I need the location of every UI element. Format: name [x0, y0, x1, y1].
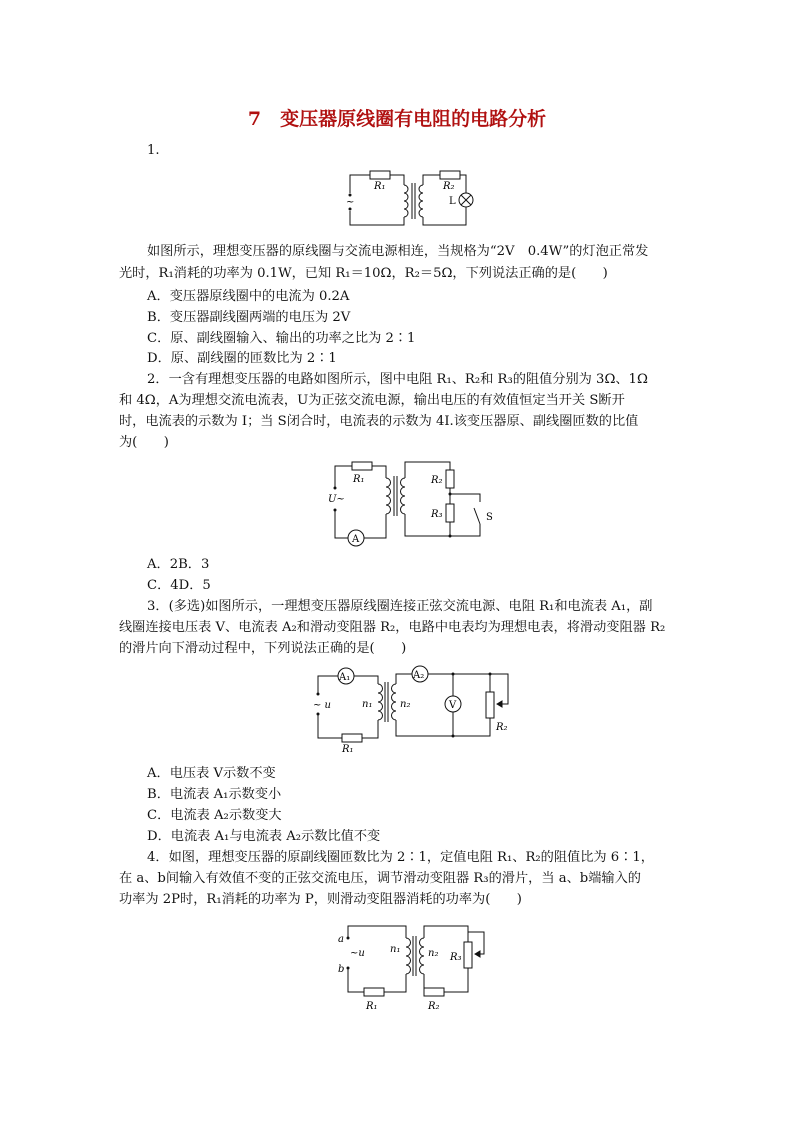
- q3-r1-label: R₁: [342, 744, 354, 755]
- q1-lamp-label: L: [449, 196, 456, 207]
- page-title: 7 变压器原线圈有电阻的电路分析: [247, 108, 547, 130]
- q2-r1-label: R₁: [353, 474, 365, 485]
- q1-number: 1.: [147, 143, 160, 158]
- q1-option-c: C．原、副线圈输入、输出的功率之比为 2∶1: [147, 331, 416, 346]
- q2-stem-line-1: 2．一含有理想变压器的电路如图所示，图中电阻 R₁、R₂和 R₃的阻值分别为 3Ω、1Ω: [147, 372, 648, 387]
- q3-secondary-coil: [392, 684, 397, 720]
- q2-r3-label: R₃: [431, 509, 443, 520]
- q3-v-label: V: [449, 700, 457, 711]
- q1-option-a: A．变压器原线圈中的电流为 0.2A: [147, 289, 350, 304]
- q1-option-b: B．变压器副线圈两端的电压为 2V: [147, 310, 351, 325]
- q3-a2-label: A₂: [413, 670, 425, 681]
- q2-r2-label: R₂: [431, 475, 443, 486]
- q1-option-d: D．原、副线圈的匝数比为 2∶1: [147, 351, 337, 366]
- q4-secondary-coil: [420, 938, 425, 974]
- q4-circuit-diagram: [330, 916, 500, 1012]
- q1-r1-resistor: [370, 171, 390, 179]
- q4-a-label: a: [338, 934, 344, 945]
- q3-r2-label: R₂: [496, 722, 508, 733]
- q1-r2-label: R₂: [443, 181, 455, 192]
- q3-source-label: ~ u: [313, 700, 331, 711]
- q2-options-line-1: A．2B．3: [147, 557, 210, 572]
- q4-r2-resistor: [424, 988, 444, 996]
- q4-b-label: b: [338, 964, 345, 975]
- q3-stem-line-1: 3．(多选)如图所示，一理想变压器原线圈连接正弦交流电源、电阻 R₁和电流表 A₁，副: [147, 599, 653, 614]
- q4-r2-label: R₂: [428, 1001, 440, 1012]
- q2-switch: [474, 508, 480, 524]
- q1-r2-resistor: [440, 171, 460, 179]
- q1-source-label: ~: [346, 197, 355, 208]
- q3-circuit-diagram: [308, 662, 518, 754]
- q1-stem-line-1: 如图所示，理想变压器的原线圈与交流电源相连，当规格为“2V 0.4W”的灯泡正常发: [147, 244, 649, 259]
- q2-r3-resistor: [446, 504, 454, 522]
- q4-n1-label: n₁: [390, 944, 401, 955]
- q4-r3-rheostat: [464, 942, 472, 968]
- q2-stem-line-2: 和 4Ω，A为理想交流电流表，U为正弦交流电源，输出电压的有效值恒定当开关 S断开: [119, 393, 625, 408]
- q2-ammeter-label: A: [352, 534, 360, 545]
- q3-r1-resistor: [342, 734, 362, 742]
- q3-option-d: D．电流表 A₁与电流表 A₂示数比值不变: [147, 829, 381, 844]
- q3-option-c: C．电流表 A₂示数变大: [147, 808, 282, 823]
- q3-stem-line-3: 的滑片向下滑动过程中，下列说法正确的是( ): [119, 641, 407, 656]
- q2-secondary-coil: [401, 478, 406, 514]
- q3-option-b: B．电流表 A₁示数变小: [147, 787, 282, 802]
- q4-r1-label: R₁: [366, 1001, 378, 1012]
- q4-n2-label: n₂: [428, 948, 439, 959]
- q3-n2-label: n₂: [400, 699, 411, 710]
- q3-option-a: A．电压表 V示数不变: [147, 766, 276, 781]
- q3-primary-coil: [378, 684, 383, 720]
- q2-r2-resistor: [446, 470, 454, 488]
- q4-source-label: ~u: [350, 948, 365, 959]
- q2-stem-line-4: 为( ): [119, 435, 169, 450]
- q3-n1-label: n₁: [362, 699, 373, 710]
- q1-primary-coil: [404, 185, 408, 217]
- q1-secondary-coil: [419, 185, 423, 217]
- q4-r1-resistor: [364, 988, 384, 996]
- q3-a1-label: A₁: [339, 672, 351, 683]
- q4-stem-line-2: 在 a、b间输入有效值不变的正弦交流电压，调节滑动变阻器 R₃的滑片，当 a、b端输入的: [119, 871, 641, 886]
- q1-stem-line-2: 光时，R₁消耗的功率为 0.1W，已知 R₁＝10Ω，R₂＝5Ω，下列说法正确的是( ): [119, 266, 608, 281]
- q3-stem-line-2: 线圈连接电压表 V、电流表 A₂和滑动变阻器 R₂，电路中电表均为理想电表，将滑动变阻器 R₂: [119, 620, 666, 635]
- q1-r1-label: R₁: [374, 181, 386, 192]
- q2-r1-resistor: [352, 462, 372, 470]
- q2-primary-coil: [386, 478, 391, 514]
- q2-stem-line-3: 时，电流表的示数为 I；当 S闭合时，电流表的示数为 4I.该变压器原、副线圈匝数的比值: [119, 414, 639, 429]
- q2-source-label: U~: [328, 494, 345, 505]
- q4-primary-coil: [406, 938, 411, 974]
- q4-r3-label: R₃: [450, 952, 462, 963]
- q1-circuit-diagram: [340, 165, 480, 231]
- q4-stem-line-1: 4．如图，理想变压器的原副线圈匝数比为 2∶1，定值电阻 R₁、R₂的阻值比为 6∶1，: [147, 850, 654, 865]
- q2-switch-label: S: [486, 512, 493, 523]
- q4-stem-line-3: 功率为 2P时，R₁消耗的功率为 P，则滑动变阻器消耗的功率为( ): [119, 892, 522, 907]
- q2-options-line-2: C．4D．5: [147, 578, 211, 593]
- q3-r2-rheostat: [486, 692, 494, 718]
- q2-circuit-diagram: [320, 458, 495, 548]
